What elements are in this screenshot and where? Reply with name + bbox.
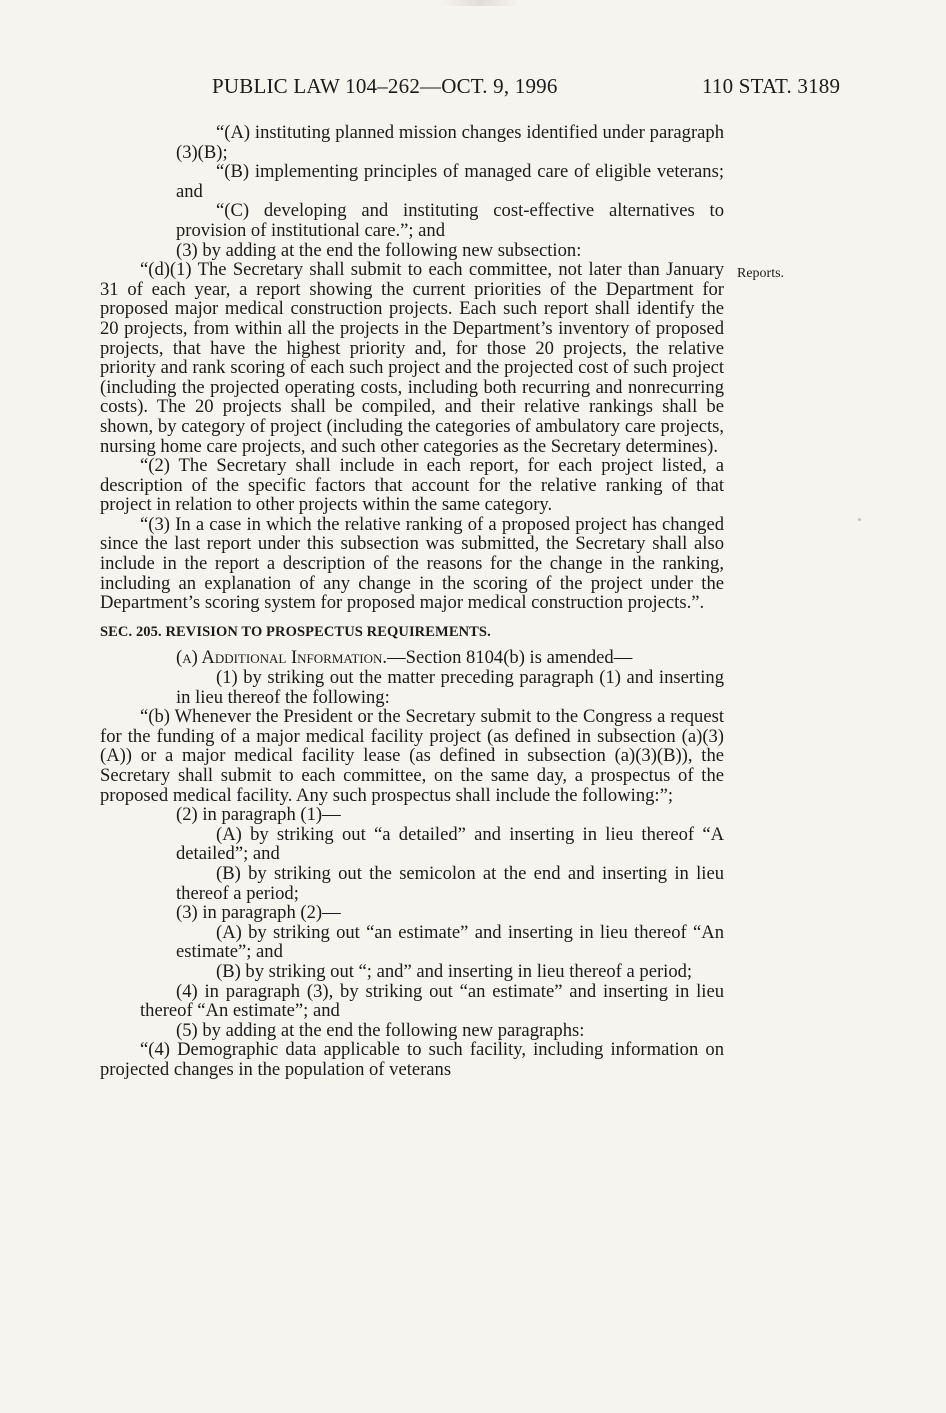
scan-smudge: [440, 0, 520, 6]
paragraph-3-in-paragraph-2: (3) in paragraph (2)—: [176, 902, 341, 924]
section-heading: SEC. 205. REVISION TO PROSPECTUS REQUIREMENTS.: [100, 623, 491, 640]
header-law-citation: PUBLIC LAW 104–262—OCT. 9, 1996: [212, 74, 558, 98]
running-header: [0, 74, 946, 104]
paragraph-B-managed-care: “(B) implementing principles of managed care of eligible veterans; and: [176, 161, 724, 202]
paragraph-d2-description: “(2) The Secretary shall include in each report, for each project listed, a description of the specific factors that account for the relative ranking of that project in relation to other projects within the same category.: [100, 455, 724, 516]
paragraph-3B-and: (B) by striking out “; and” and inserting in lieu thereof a period;: [216, 960, 693, 982]
margin-note-reports: Reports.: [737, 266, 785, 281]
paragraph-a-additional-information: [100, 648, 724, 668]
paragraph-1-striking-matter: (1) by striking out the matter preceding paragraph (1) and inserting in lieu thereof the following:: [176, 667, 724, 708]
subsection-label: (a) Additional Information.: [176, 647, 388, 669]
paragraph-4-in-paragraph-3: (4) in paragraph (3), by striking out “an estimate” and inserting in lieu thereof “An estimate”; and: [140, 980, 724, 1022]
paragraph-A-mission-changes: “(A) instituting planned mission changes identified under paragraph (3)(B);: [176, 122, 724, 163]
paragraph-5-new-paragraphs: (5) by adding at the end the following new paragraphs:: [176, 1019, 585, 1041]
paragraph-2A-detailed: (A) by striking out “a detailed” and inserting in lieu thereof “A detailed”; and: [176, 823, 724, 865]
body-text: [100, 123, 724, 1080]
scan-speck: [858, 518, 861, 521]
paragraph-4-demographic-data: “(4) Demographic data applicable to such facility, including information on projected changes in the population of veterans: [100, 1039, 724, 1080]
paragraph-b-prospectus: “(b) Whenever the President or the Secretary submit to the Congress a request for the funding of a major medical facility project (as defined in subsection (a)(3)(A)) or a major medical facility lease (as defined in subsection (a)(3)(B)), the Secretary shall submit to each committee, on the same day, a prospectus of the proposed medical facility. Any such prospectus shall include the following:”;: [100, 706, 724, 806]
paragraph-d3-ranking-change: “(3) In a case in which the relative ranking of a proposed project has changed since the last report under this subsection was submitted, the Secretary shall also include in the report a description of the reasons for the change in the ranking, including an explanation of any change in the scoring of the project under the Department’s scoring system for proposed major medical construction projects.”.: [100, 513, 724, 614]
paragraph-2B-semicolon: (B) by striking out the semicolon at the end and inserting in lieu thereof a period;: [176, 862, 724, 904]
header-stat-page: 110 STAT. 3189: [702, 74, 841, 98]
paragraph-2-in-paragraph-1: (2) in paragraph (1)—: [176, 804, 341, 826]
paragraph-3A-estimate: (A) by striking out “an estimate” and inserting in lieu thereof “An estimate”; and: [176, 921, 724, 963]
paragraph-3-new-subsection: (3) by adding at the end the following new subsection:: [176, 239, 582, 261]
paragraph-C-alternatives: “(C) developing and instituting cost-effective alternatives to provision of institutional care.”; and: [176, 200, 724, 241]
subsection-text: —Section 8104(b) is amended—: [387, 647, 633, 669]
paragraph-d1-reports: “(d)(1) The Secretary shall submit to each committee, not later than January 31 of each year, a report showing the current priorities of the Department for proposed major medical construction projects. Each such report shall identify the 20 projects, from within all the projects in the Department’s inventory of proposed projects, that have the highest priority and, for those 20 projects, the relative priority and rank scoring of each such project and the projected cost of such project (including the projected operating costs, including both recurring and nonrecurring costs). The 20 projects shall be compiled, and their relative rankings shall be shown, by category of project (including the categories of ambulatory care projects, nursing home care projects, and such other categories as the Secretary determines).: [100, 259, 724, 457]
